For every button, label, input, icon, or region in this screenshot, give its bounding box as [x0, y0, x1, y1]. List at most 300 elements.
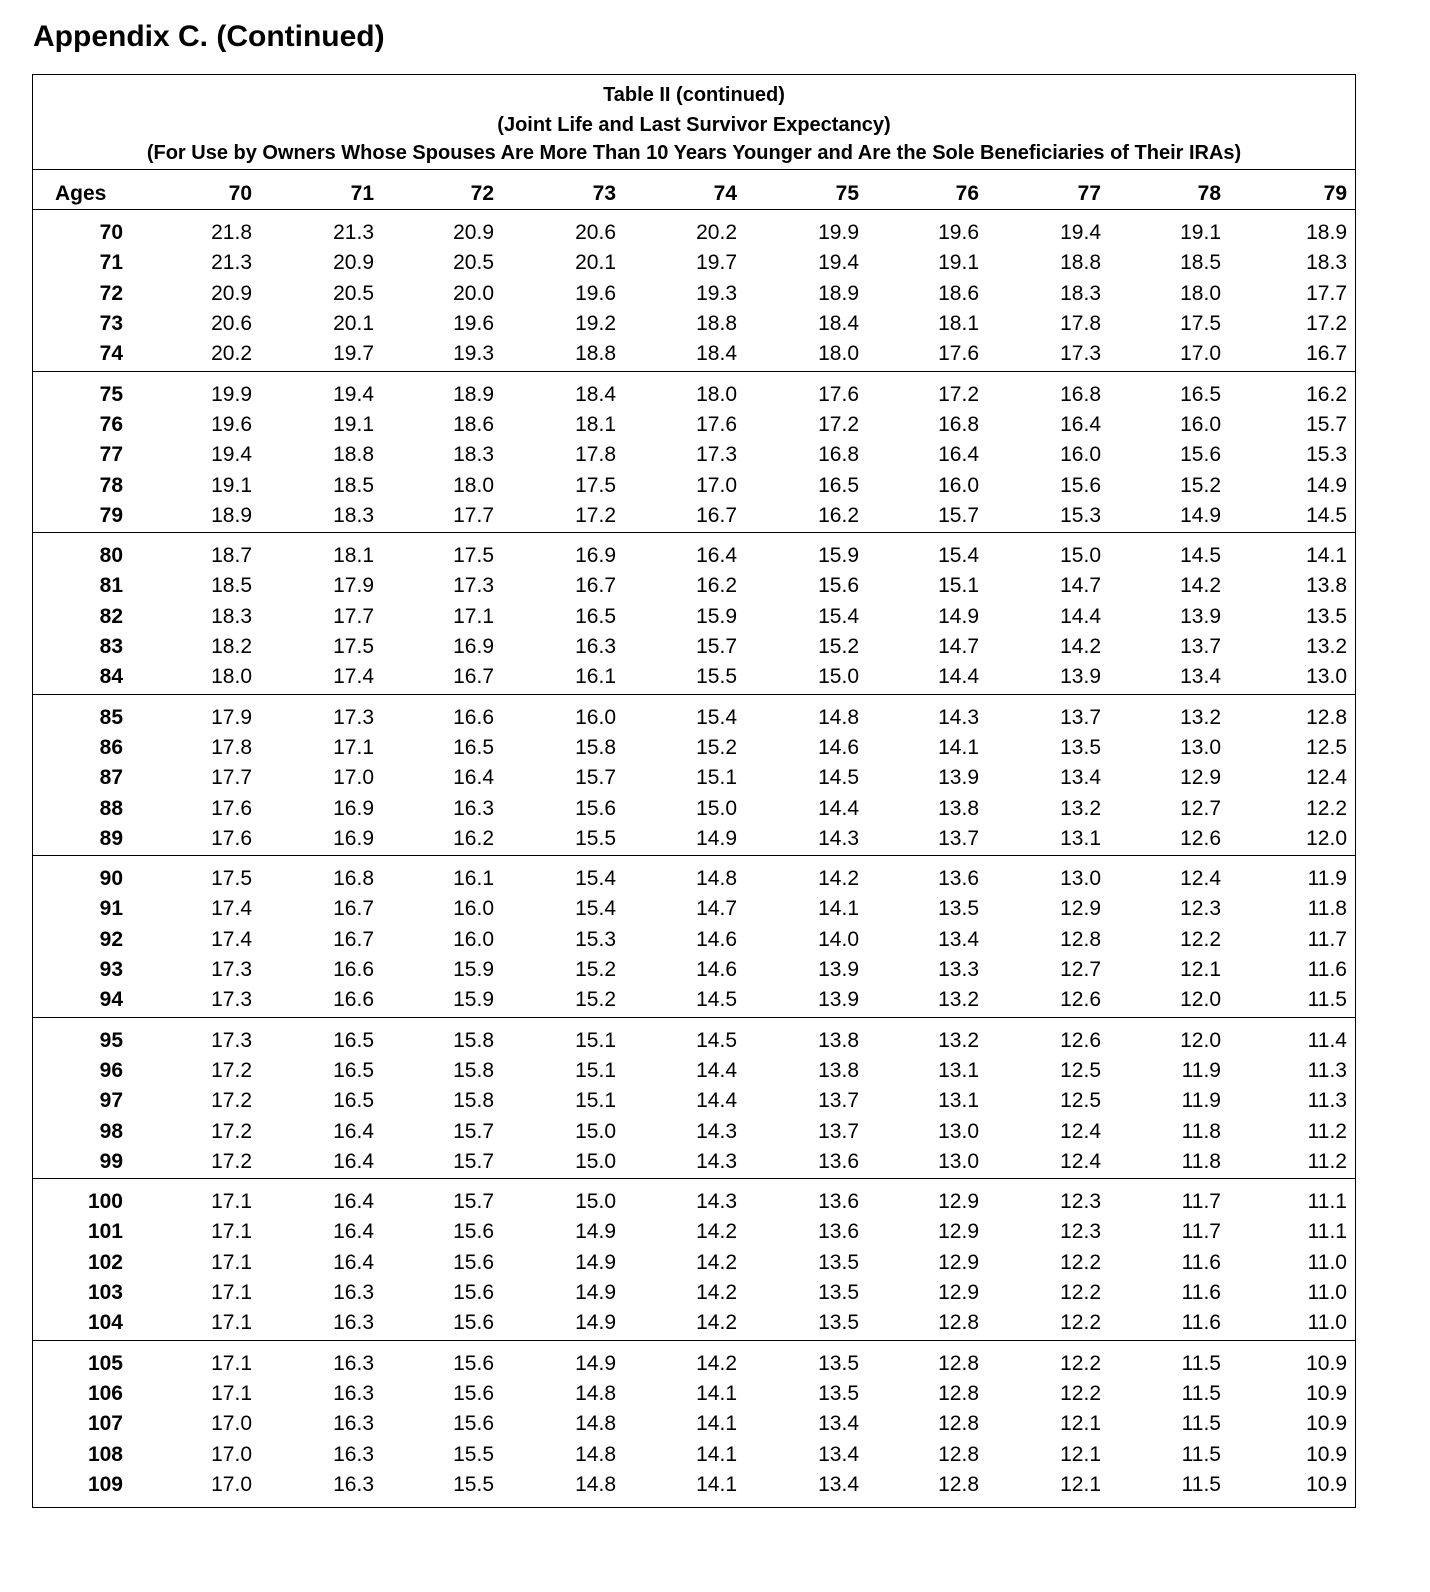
- table-caption-usage-note: (For Use by Owners Whose Spouses Are More Than 10 Years Younger and Are the Sole Beneficiaries of Their IRAs): [146, 142, 1242, 164]
- table-cell: 14.1: [696, 1381, 737, 1405]
- table-cell: 12.9: [1060, 897, 1101, 921]
- table-cell: 15.5: [453, 1472, 494, 1496]
- table-row: [33, 1086, 1355, 1116]
- table-cell: 12.1: [1180, 958, 1221, 982]
- table-cell: 15.4: [818, 604, 859, 628]
- table-cell: 17.6: [938, 342, 979, 366]
- table-cell: 15.3: [1306, 443, 1347, 467]
- table-cell: 13.0: [1180, 735, 1221, 759]
- table-cell: 12.4: [1060, 1149, 1101, 1173]
- table-cell: 12.1: [1060, 1412, 1101, 1436]
- table-cell: 12.9: [1180, 766, 1221, 790]
- row-age-label: 78: [99, 473, 123, 497]
- table-cell: 12.6: [1060, 988, 1101, 1012]
- table-cell: 13.2: [938, 988, 979, 1012]
- caption-divider: [33, 169, 1355, 170]
- table-cell: 16.7: [1306, 342, 1347, 366]
- table-cell: 12.8: [938, 1412, 979, 1436]
- table-row: [33, 1026, 1355, 1056]
- table-cell: 17.2: [938, 382, 979, 406]
- table-cell: 14.5: [1306, 503, 1347, 527]
- table-cell: 14.2: [696, 1281, 737, 1305]
- row-age-label: 109: [87, 1472, 123, 1496]
- table-row: [33, 501, 1355, 531]
- table-cell: 16.3: [333, 1472, 374, 1496]
- table-cell: 14.9: [1306, 473, 1347, 497]
- table-cell: 17.8: [575, 443, 616, 467]
- table-cell: 19.4: [818, 251, 859, 275]
- table-cell: 11.3: [1307, 1089, 1347, 1113]
- table-cell: 16.3: [453, 796, 494, 820]
- table-row: [33, 703, 1355, 733]
- column-header: 74: [713, 182, 737, 205]
- table-cell: 11.5: [1181, 1351, 1221, 1375]
- table-cell: 17.6: [211, 796, 252, 820]
- table-cell: 17.6: [818, 382, 859, 406]
- table-cell: 15.1: [696, 766, 737, 790]
- table-cell: 13.3: [938, 958, 979, 982]
- table-cell: 12.2: [1060, 1281, 1101, 1305]
- table-cell: 15.0: [575, 1119, 616, 1143]
- table-cell: 13.1: [938, 1058, 979, 1082]
- table-cell: 12.3: [1060, 1190, 1101, 1213]
- table-cell: 17.5: [575, 473, 616, 497]
- table-cell: 15.1: [575, 1028, 616, 1052]
- table-cell: 14.4: [938, 665, 979, 689]
- row-age-label: 104: [87, 1311, 123, 1335]
- table-cell: 14.2: [696, 1311, 737, 1335]
- row-age-label: 92: [99, 927, 123, 951]
- table-cell: 13.8: [818, 1058, 859, 1082]
- table-cell: 13.2: [1060, 796, 1101, 820]
- table-cell: 14.3: [696, 1119, 737, 1143]
- ages-column-header: Ages: [55, 182, 107, 205]
- table-cell: 14.5: [1180, 544, 1221, 567]
- row-age-label: 94: [99, 988, 123, 1012]
- table-cell: 16.0: [938, 473, 979, 497]
- table-cell: 15.0: [575, 1149, 616, 1173]
- table-cell: 13.9: [938, 766, 979, 790]
- table-cell: 17.4: [211, 897, 252, 921]
- table-cell: 12.0: [1306, 826, 1347, 850]
- table-cell: 13.4: [818, 1472, 859, 1496]
- table-cell: 15.0: [696, 796, 737, 820]
- table-cell: 13.9: [1060, 665, 1101, 689]
- table-row: [33, 571, 1355, 601]
- table-cell: 17.0: [211, 1472, 252, 1496]
- table-cell: 18.1: [575, 412, 616, 436]
- table-cell: 17.1: [211, 1281, 252, 1305]
- table-cell: 17.5: [1180, 312, 1221, 336]
- table-cell: 13.4: [818, 1412, 859, 1436]
- table-cell: 14.7: [938, 635, 979, 659]
- table-cell: 12.2: [1306, 796, 1347, 820]
- table-cell: 17.4: [211, 927, 252, 951]
- table-row: [33, 1470, 1355, 1500]
- row-age-label: 75: [99, 382, 123, 406]
- table-cell: 15.3: [575, 927, 616, 951]
- table-cell: 17.9: [211, 705, 252, 729]
- table-cell: 14.9: [575, 1250, 616, 1274]
- table-cell: 17.2: [211, 1149, 252, 1173]
- table-cell: 14.7: [696, 897, 737, 921]
- column-header: 70: [228, 182, 252, 205]
- table-cell: 18.5: [1180, 251, 1221, 275]
- table-cell: 13.5: [818, 1281, 859, 1305]
- table-cell: 13.2: [1180, 705, 1221, 729]
- table-cell: 17.1: [211, 1250, 252, 1274]
- table-cell: 19.4: [211, 443, 252, 467]
- table-cell: 11.5: [1181, 1442, 1221, 1466]
- table-cell: 14.1: [696, 1442, 737, 1466]
- table-cell: 21.3: [333, 221, 374, 244]
- table-cell: 14.9: [938, 604, 979, 628]
- table-cell: 13.0: [1306, 665, 1347, 689]
- row-age-label: 95: [99, 1028, 123, 1052]
- row-age-label: 85: [99, 705, 123, 729]
- table-cell: 11.7: [1181, 1220, 1221, 1244]
- table-row: [33, 1117, 1355, 1147]
- table-row: [33, 824, 1355, 854]
- row-age-label: 87: [99, 766, 123, 790]
- table-cell: 11.7: [1181, 1190, 1221, 1213]
- table-cell: 16.7: [453, 665, 494, 689]
- group-divider: [33, 1340, 1355, 1341]
- table-cell: 14.2: [1060, 635, 1101, 659]
- table-cell: 20.5: [453, 251, 494, 275]
- table-cell: 19.6: [575, 281, 616, 305]
- table-cell: 17.5: [333, 635, 374, 659]
- table-cell: 14.1: [938, 735, 979, 759]
- table-cell: 16.9: [333, 826, 374, 850]
- table-cell: 16.7: [696, 503, 737, 527]
- table-cell: 14.2: [696, 1250, 737, 1274]
- table-cell: 18.2: [211, 635, 252, 659]
- table-cell: 14.2: [818, 867, 859, 890]
- table-cell: 12.8: [1060, 927, 1101, 951]
- table-cell: 16.2: [1306, 382, 1347, 406]
- table-cell: 11.9: [1307, 867, 1347, 890]
- table-cell: 19.3: [696, 281, 737, 305]
- table-row: [33, 440, 1355, 470]
- table-cell: 15.6: [453, 1281, 494, 1305]
- table-cell: 19.2: [575, 312, 616, 336]
- row-age-label: 106: [87, 1381, 123, 1405]
- table-cell: 16.9: [333, 796, 374, 820]
- table-row: [33, 794, 1355, 824]
- row-age-label: 86: [99, 735, 123, 759]
- table-cell: 11.1: [1307, 1190, 1347, 1213]
- table-cell: 15.6: [453, 1351, 494, 1375]
- table-cell: 15.2: [575, 988, 616, 1012]
- table-cell: 15.7: [453, 1119, 494, 1143]
- table-cell: 12.4: [1180, 867, 1221, 890]
- table-caption-subtitle: (Joint Life and Last Survivor Expectancy): [497, 114, 891, 136]
- page-title: Appendix C. (Continued): [33, 20, 385, 53]
- table-cell: 18.8: [1060, 251, 1101, 275]
- table-cell: 16.4: [333, 1119, 374, 1143]
- table-cell: 14.8: [575, 1381, 616, 1405]
- row-age-label: 84: [99, 665, 123, 689]
- table-cell: 14.1: [696, 1472, 737, 1496]
- table-cell: 12.5: [1060, 1089, 1101, 1113]
- table-cell: 11.2: [1307, 1119, 1347, 1143]
- row-age-label: 72: [99, 281, 123, 305]
- table-row: [33, 309, 1355, 339]
- table-cell: 12.8: [1306, 705, 1347, 729]
- table-cell: 18.9: [211, 503, 252, 527]
- table-cell: 19.7: [333, 342, 374, 366]
- table-cell: 13.4: [1060, 766, 1101, 790]
- row-age-label: 97: [99, 1089, 123, 1113]
- table-cell: 17.6: [696, 412, 737, 436]
- table-cell: 15.9: [453, 988, 494, 1012]
- row-age-label: 108: [87, 1442, 123, 1466]
- table-cell: 10.9: [1306, 1381, 1347, 1405]
- table-row: [33, 339, 1355, 369]
- table-cell: 13.6: [818, 1190, 859, 1213]
- row-age-label: 77: [99, 443, 123, 467]
- table-cell: 13.9: [818, 988, 859, 1012]
- table-cell: 11.8: [1181, 1119, 1221, 1143]
- column-header: 72: [470, 182, 494, 205]
- table-cell: 15.5: [575, 826, 616, 850]
- table-cell: 20.9: [333, 251, 374, 275]
- table-cell: 14.4: [696, 1089, 737, 1113]
- column-header: 76: [955, 182, 979, 205]
- table-cell: 18.1: [333, 544, 374, 567]
- table-cell: 13.5: [818, 1381, 859, 1405]
- table-cell: 18.0: [1180, 281, 1221, 305]
- table-cell: 15.6: [1180, 443, 1221, 467]
- table-cell: 11.0: [1307, 1311, 1347, 1335]
- row-age-label: 71: [99, 251, 123, 275]
- table-cell: 13.5: [818, 1311, 859, 1335]
- table-cell: 19.3: [453, 342, 494, 366]
- table-cell: 16.1: [575, 665, 616, 689]
- table-cell: 16.5: [333, 1058, 374, 1082]
- table-row: [33, 1278, 1355, 1308]
- table-cell: 14.9: [575, 1220, 616, 1244]
- table-cell: 14.6: [818, 735, 859, 759]
- table-cell: 17.0: [696, 473, 737, 497]
- table-cell: 20.5: [333, 281, 374, 305]
- table-cell: 15.2: [1180, 473, 1221, 497]
- table-cell: 15.2: [575, 958, 616, 982]
- table-cell: 14.1: [1306, 544, 1347, 567]
- table-cell: 18.8: [333, 443, 374, 467]
- table-cell: 15.0: [575, 1190, 616, 1213]
- table-cell: 16.9: [575, 544, 616, 567]
- table-cell: 20.9: [211, 281, 252, 305]
- table-cell: 20.1: [575, 251, 616, 275]
- table-cell: 16.0: [1060, 443, 1101, 467]
- table-cell: 14.4: [696, 1058, 737, 1082]
- table-cell: 14.8: [696, 867, 737, 890]
- table-cell: 18.5: [333, 473, 374, 497]
- table-cell: 14.1: [696, 1412, 737, 1436]
- table-cell: 16.6: [453, 705, 494, 729]
- table-cell: 15.4: [575, 867, 616, 890]
- table-cell: 17.3: [453, 574, 494, 598]
- table-cell: 13.2: [938, 1028, 979, 1052]
- table-cell: 17.2: [1306, 312, 1347, 336]
- table-cell: 19.1: [211, 473, 252, 497]
- table-cell: 17.5: [211, 867, 252, 890]
- table-cell: 10.9: [1306, 1472, 1347, 1496]
- table-cell: 18.9: [453, 382, 494, 406]
- table-caption-title: Table II (continued): [603, 84, 785, 106]
- table-cell: 18.3: [211, 604, 252, 628]
- table-cell: 12.8: [938, 1472, 979, 1496]
- table-cell: 18.3: [1060, 281, 1101, 305]
- table-cell: 11.2: [1307, 1149, 1347, 1173]
- table-cell: 17.3: [211, 988, 252, 1012]
- table-cell: 20.2: [211, 342, 252, 366]
- table-cell: 13.5: [1060, 735, 1101, 759]
- table-cell: 15.0: [1060, 544, 1101, 567]
- table-cell: 18.3: [453, 443, 494, 467]
- table-cell: 18.0: [453, 473, 494, 497]
- table-row: [33, 541, 1355, 571]
- table-cell: 17.0: [211, 1412, 252, 1436]
- table-cell: 17.1: [453, 604, 494, 628]
- table-cell: 19.9: [818, 221, 859, 244]
- table-cell: 12.9: [938, 1190, 979, 1213]
- table-cell: 12.5: [1306, 735, 1347, 759]
- table-cell: 12.3: [1180, 897, 1221, 921]
- table-cell: 16.7: [333, 897, 374, 921]
- table-row: [33, 248, 1355, 278]
- table-cell: 18.8: [575, 342, 616, 366]
- table-cell: 18.0: [696, 382, 737, 406]
- row-age-label: 82: [99, 604, 123, 628]
- group-divider: [33, 694, 1355, 695]
- row-age-label: 105: [87, 1351, 123, 1375]
- group-divider: [33, 1178, 1355, 1179]
- row-age-label: 83: [99, 635, 123, 659]
- table-cell: 16.7: [333, 927, 374, 951]
- table-cell: 14.2: [1180, 574, 1221, 598]
- table-cell: 16.5: [818, 473, 859, 497]
- table-cell: 19.4: [1060, 221, 1101, 244]
- table-cell: 16.6: [333, 958, 374, 982]
- table-cell: 16.1: [453, 867, 494, 890]
- table-cell: 15.6: [453, 1412, 494, 1436]
- table-row: [33, 985, 1355, 1015]
- table-row: [33, 925, 1355, 955]
- table-cell: 14.6: [696, 958, 737, 982]
- table-cell: 20.1: [333, 312, 374, 336]
- table-cell: 17.2: [211, 1119, 252, 1143]
- group-divider: [33, 532, 1355, 533]
- table-cell: 15.0: [818, 665, 859, 689]
- table-cell: 17.1: [211, 1381, 252, 1405]
- table-cell: 14.9: [575, 1351, 616, 1375]
- table-cell: 11.0: [1307, 1281, 1347, 1305]
- group-divider: [33, 855, 1355, 856]
- row-age-label: 100: [87, 1190, 123, 1213]
- table-cell: 16.5: [575, 604, 616, 628]
- table-cell: 17.7: [453, 503, 494, 527]
- table-row: [33, 410, 1355, 440]
- table-cell: 17.3: [211, 1028, 252, 1052]
- table-cell: 11.6: [1181, 1250, 1221, 1274]
- table-row: [33, 471, 1355, 501]
- table-cell: 13.7: [818, 1119, 859, 1143]
- table-cell: 16.0: [575, 705, 616, 729]
- table-cell: 16.8: [1060, 382, 1101, 406]
- table-cell: 15.6: [453, 1381, 494, 1405]
- header-divider: [33, 209, 1355, 210]
- row-age-label: 73: [99, 312, 123, 336]
- table-cell: 16.4: [1060, 412, 1101, 436]
- table-cell: 18.3: [1306, 251, 1347, 275]
- table-cell: 15.9: [818, 544, 859, 567]
- row-age-label: 79: [99, 503, 123, 527]
- table-cell: 12.2: [1060, 1381, 1101, 1405]
- table-cell: 16.3: [333, 1381, 374, 1405]
- table-cell: 18.5: [211, 574, 252, 598]
- table-row: [33, 1379, 1355, 1409]
- table-cell: 18.9: [818, 281, 859, 305]
- table-cell: 11.9: [1181, 1058, 1221, 1082]
- table-cell: 13.6: [818, 1149, 859, 1173]
- table-cell: 13.6: [818, 1220, 859, 1244]
- table-cell: 16.3: [333, 1281, 374, 1305]
- row-age-label: 102: [87, 1250, 123, 1274]
- table-cell: 16.4: [333, 1220, 374, 1244]
- table-cell: 12.3: [1060, 1220, 1101, 1244]
- table-cell: 16.3: [333, 1351, 374, 1375]
- table-cell: 16.6: [333, 988, 374, 1012]
- table-cell: 14.4: [818, 796, 859, 820]
- table-row: [33, 864, 1355, 894]
- table-cell: 13.0: [1060, 867, 1101, 890]
- table-cell: 16.2: [696, 574, 737, 598]
- table-cell: 11.5: [1307, 988, 1347, 1012]
- table-cell: 18.3: [333, 503, 374, 527]
- table-cell: 13.7: [1060, 705, 1101, 729]
- table-cell: 17.1: [211, 1220, 252, 1244]
- table-cell: 12.6: [1060, 1028, 1101, 1052]
- table-cell: 10.9: [1306, 1412, 1347, 1436]
- row-age-label: 91: [99, 897, 123, 921]
- table-row: [33, 1187, 1355, 1217]
- table-cell: 12.1: [1060, 1472, 1101, 1496]
- table-cell: 19.9: [211, 382, 252, 406]
- table-cell: 15.8: [453, 1028, 494, 1052]
- table-cell: 17.9: [333, 574, 374, 598]
- table-cell: 13.8: [818, 1028, 859, 1052]
- row-age-label: 96: [99, 1058, 123, 1082]
- row-age-label: 80: [99, 544, 123, 567]
- table-cell: 14.4: [1060, 604, 1101, 628]
- table-cell: 17.2: [211, 1089, 252, 1113]
- table-cell: 11.7: [1307, 927, 1347, 951]
- table-cell: 15.3: [1060, 503, 1101, 527]
- table-cell: 16.8: [333, 867, 374, 890]
- table-cell: 21.3: [211, 251, 252, 275]
- table-cell: 15.7: [575, 766, 616, 790]
- table-cell: 17.0: [211, 1442, 252, 1466]
- table-cell: 18.1: [938, 312, 979, 336]
- table-cell: 20.9: [453, 221, 494, 244]
- table-cell: 13.9: [818, 958, 859, 982]
- table-cell: 13.7: [1180, 635, 1221, 659]
- table-cell: 14.5: [818, 766, 859, 790]
- table-cell: 14.8: [575, 1442, 616, 1466]
